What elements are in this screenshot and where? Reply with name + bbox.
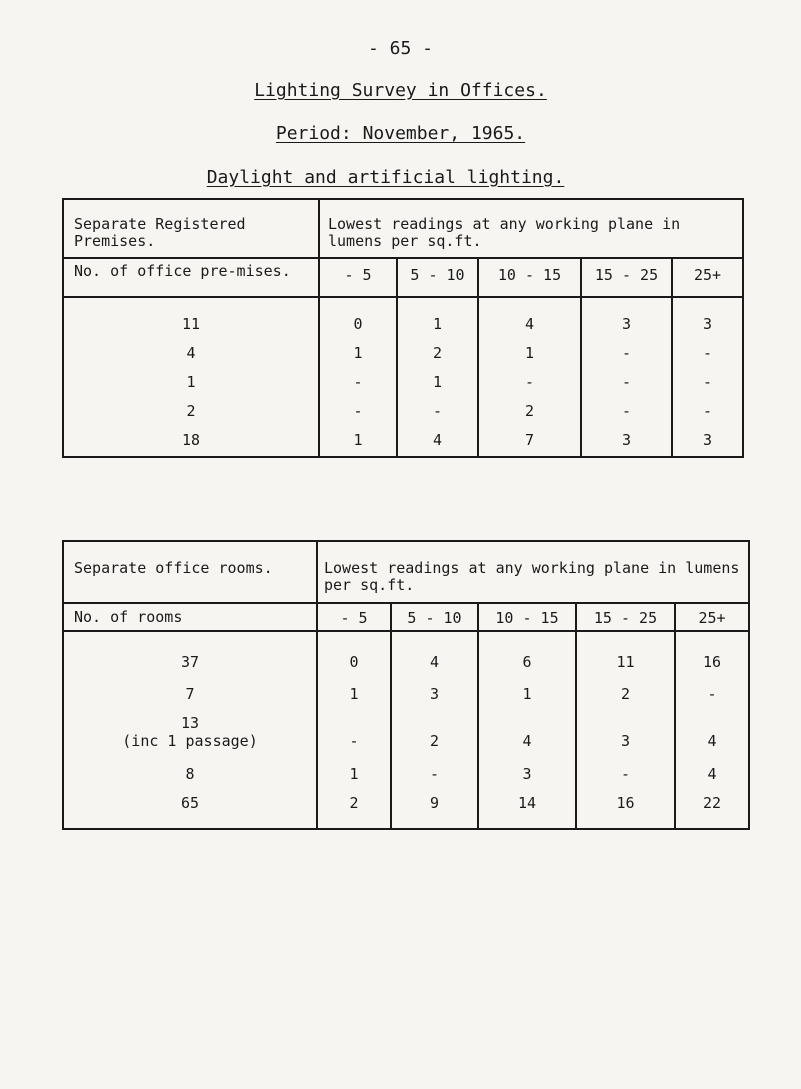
table2-cell: 13	[180, 714, 200, 732]
table1-cell: 4	[524, 315, 535, 333]
table2-cell: 1	[349, 685, 359, 703]
table1-cell: 1	[432, 315, 443, 333]
table2-col-5	[675, 631, 749, 829]
table2-col-2	[391, 631, 478, 829]
table1-cell: 1	[353, 344, 363, 362]
table2-cell: 1	[522, 685, 532, 703]
table1-left-header: Separate Registered Premises.	[63, 199, 319, 258]
table2-col-header: 15 - 25	[576, 603, 675, 631]
table2-cell: 2	[429, 732, 440, 750]
table2-cell: 3	[620, 732, 631, 750]
table2-first-col-label: No. of rooms	[63, 603, 317, 631]
table1-cell: 11	[181, 315, 201, 333]
table1-cell: 0	[353, 315, 363, 333]
table2-cell: 22	[702, 794, 722, 812]
table2-cell: 65	[180, 794, 200, 812]
table-premises	[62, 198, 744, 458]
table1-col-4	[581, 297, 672, 457]
table1-col-5	[672, 297, 743, 457]
table1-cell: 3	[703, 315, 713, 333]
table1-cell: 2	[524, 402, 535, 420]
table2-left-header: Separate office rooms.	[63, 541, 317, 603]
table2-cell: 9	[429, 794, 440, 812]
table1-col-2	[397, 297, 478, 457]
table2-cell: 11	[616, 653, 635, 671]
table2-right-header: Lowest readings at any working plane in lumens per sq.ft.	[317, 541, 749, 603]
table2-cell: 4	[429, 653, 440, 671]
table1-col-header: - 5	[319, 258, 397, 297]
table1-col-1	[319, 297, 397, 457]
table2-cell: 2	[620, 685, 631, 703]
table1-cell: 3	[621, 315, 632, 333]
table2-cell: 7	[185, 685, 195, 703]
table1-cell: -	[621, 402, 632, 420]
table1-col-premises	[63, 297, 319, 457]
table1-right-header: Lowest readings at any working plane in lumens per sq.ft.	[319, 199, 743, 258]
table1-cell: -	[621, 344, 632, 362]
table1-cell: -	[524, 373, 535, 391]
table1-cell: 1	[186, 373, 196, 391]
table2-col-rooms	[63, 631, 317, 829]
table1-col-header: 25+	[672, 258, 743, 297]
table1-cell: 4	[186, 344, 196, 362]
table2-cell: 4	[707, 765, 717, 783]
table2-cell: -	[707, 685, 717, 703]
table1-cell: 3	[703, 431, 713, 449]
table1-col-3	[478, 297, 581, 457]
table1-cell: 2	[186, 402, 196, 420]
table2-cell: 0	[349, 653, 359, 671]
table2-cell: 37	[180, 653, 200, 671]
table1-cell: -	[703, 402, 713, 420]
table2-cell: -	[349, 732, 359, 750]
table1-col-header: 15 - 25	[581, 258, 672, 297]
table1-cell: -	[703, 373, 713, 391]
table2-cell: 3	[429, 685, 440, 703]
table2-cell: -	[620, 765, 631, 783]
table2-cell: 2	[349, 794, 359, 812]
table2-cell: 16	[616, 794, 635, 812]
subtitle: Daylight and artificial lighting.	[206, 167, 565, 188]
table1-cell: 2	[432, 344, 443, 362]
table1-cell: 4	[432, 431, 443, 449]
table1-cell: 7	[524, 431, 535, 449]
table2-col-3	[478, 631, 576, 829]
table1-cell: 18	[181, 431, 201, 449]
table2-col-1	[317, 631, 391, 829]
table2-cell: 14	[517, 794, 537, 812]
table1-cell: -	[353, 373, 363, 391]
table2-col-header: - 5	[317, 603, 391, 631]
table2-cell: 8	[185, 765, 195, 783]
page-title: Lighting Survey in Offices.	[254, 80, 547, 101]
table1-col-header: 5 - 10	[397, 258, 478, 297]
table1-cell: -	[703, 344, 713, 362]
table1-cell: -	[432, 402, 443, 420]
table2-cell: 4	[522, 732, 532, 750]
table1-cell: -	[621, 373, 632, 391]
table2-cell: 4	[707, 732, 717, 750]
table2-cell: (inc 1 passage)	[122, 732, 258, 750]
period-line: Period: November, 1965.	[275, 123, 526, 144]
table2-col-header: 5 - 10	[391, 603, 478, 631]
table2-cell: -	[429, 765, 440, 783]
table1-cell: 1	[524, 344, 535, 362]
table2-cell: 1	[349, 765, 359, 783]
table2-cell: 3	[522, 765, 532, 783]
table1-cell: 1	[432, 373, 443, 391]
table1-first-col-label: No. of office pre-mises.	[63, 258, 319, 297]
table2-cell: 16	[702, 653, 722, 671]
table2-col-header: 10 - 15	[478, 603, 576, 631]
table-rooms	[62, 540, 750, 830]
table2-col-4	[576, 631, 675, 829]
table2-col-header: 25+	[675, 603, 749, 631]
table1-col-header: 10 - 15	[478, 258, 581, 297]
page-number: - 65 -	[367, 38, 434, 59]
table1-cell: 1	[353, 431, 363, 449]
table1-cell: 3	[621, 431, 632, 449]
table2-cell: 6	[522, 653, 532, 671]
table1-cell: -	[353, 402, 363, 420]
